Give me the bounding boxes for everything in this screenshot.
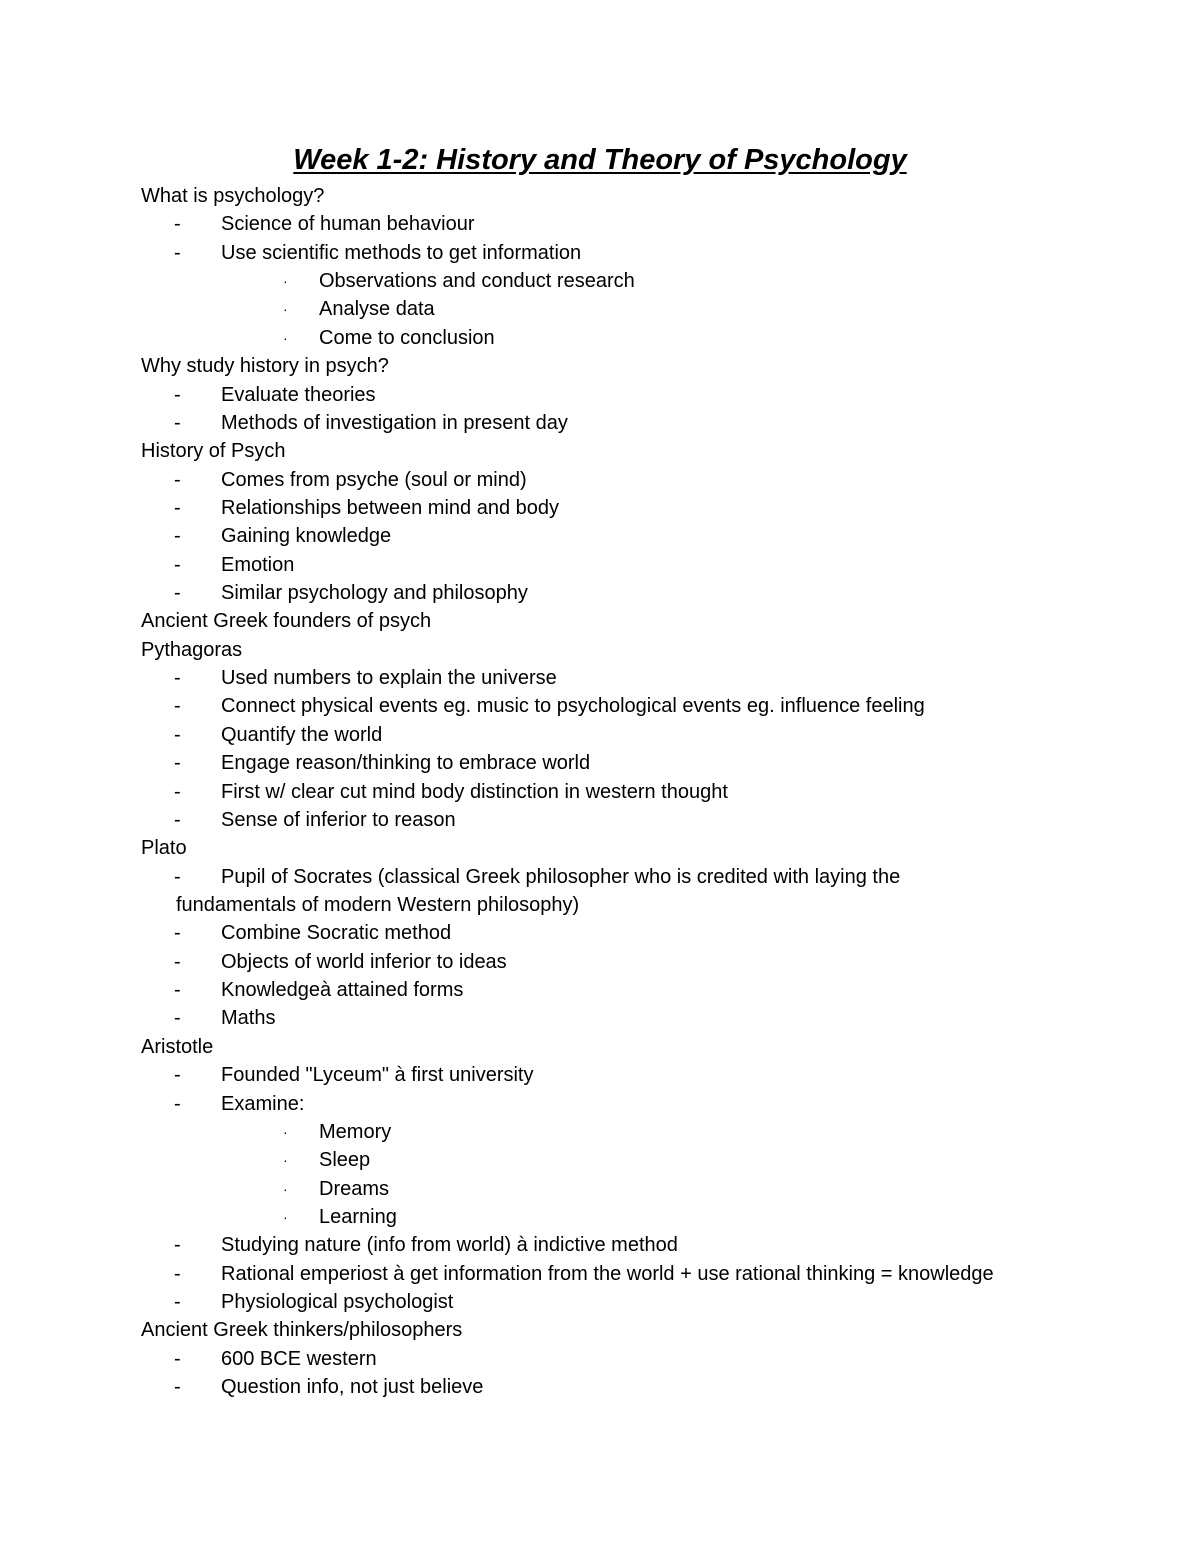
bullet-item: Relationships between mind and body [221,496,559,519]
dot-bullet: · [283,329,288,346]
bullet-item: Maths [221,1007,276,1030]
dot-bullet: · [283,1208,288,1225]
bullet-item: Physiological psychologist [221,1291,454,1314]
bullet-item: Quantify the world [221,723,383,746]
bullet-item: Examine: [221,1092,305,1115]
bullet-item: Methods of investigation in present day [221,411,568,434]
section-heading: Ancient Greek thinkers/philosophers [141,1319,463,1342]
dash-bullet: - [174,241,181,264]
dot-bullet: · [283,1152,288,1169]
section-heading: History of Psych [141,440,286,463]
bullet-item: Engage reason/thinking to embrace world [221,752,591,775]
section-heading: Ancient Greek founders of psych [141,610,432,633]
bullet-item-continuation: fundamentals of modern Western philosophy) [176,894,580,916]
bullet-item: Similar psychology and philosophy [221,582,528,605]
dash-bullet: - [174,922,181,945]
dash-bullet: - [174,1007,181,1030]
dot-bullet: · [283,301,288,318]
bullet-item: Comes from psyche (soul or mind) [221,468,527,491]
dash-bullet: - [174,1376,181,1399]
dash-bullet: - [174,780,181,803]
section-heading: Why study history in psych? [141,355,389,378]
dot-bullet: · [283,1180,288,1197]
bullet-item: Use scientific methods to get information [221,241,582,264]
bullet-item: Knowledgeà attained forms [221,979,464,1002]
bullet-item: Studying nature (info from world) à indictive method [221,1234,678,1257]
section-heading: Pythagoras [141,638,243,661]
document-title: Week 1-2: History and Theory of Psychology [293,144,907,176]
bullet-item: Used numbers to explain the universe [221,667,557,690]
dash-bullet: - [174,1092,181,1115]
dash-bullet: - [174,979,181,1002]
sub-bullet-item: Sleep [319,1149,371,1172]
sub-bullet-item: Observations and conduct research [319,270,635,293]
dash-bullet: - [174,723,181,746]
bullet-item: Question info, not just believe [221,1376,484,1399]
dash-bullet: - [174,411,181,434]
bullet-item: Emotion [221,553,295,576]
dash-bullet: - [174,582,181,605]
dash-bullet: - [174,213,181,236]
sub-bullet-item: Memory [319,1120,392,1143]
dash-bullet: - [174,667,181,690]
dash-bullet: - [174,525,181,548]
dash-bullet: - [174,496,181,519]
dash-bullet: - [174,950,181,973]
bullet-item: 600 BCE western [221,1347,377,1370]
sub-bullet-item: Analyse data [319,298,435,321]
section-heading: Aristotle [141,1035,214,1058]
bullet-item: Sense of inferior to reason [221,808,456,831]
bullet-item: Connect physical events eg. music to psychological events eg. influence feeling [221,695,925,718]
dot-bullet: · [283,273,288,290]
dot-bullet: · [283,1123,288,1140]
dash-bullet: - [174,1262,181,1285]
sub-bullet-item: Come to conclusion [319,326,495,349]
dash-bullet: - [174,1064,181,1087]
sub-bullet-item: Dreams [319,1177,390,1200]
dash-bullet: - [174,383,181,406]
bullet-item: Founded "Lyceum" à first university [221,1064,534,1087]
bullet-item: First w/ clear cut mind body distinction in western thought [221,780,728,803]
dash-bullet: - [174,468,181,491]
bullet-item: Rational emperiost à get information from the world + use rational thinking = knowledge [221,1262,994,1285]
bullet-item: Pupil of Socrates (classical Greek philosopher who is credited with laying the [221,865,901,888]
sub-bullet-item: Learning [319,1205,397,1228]
dash-bullet: - [174,1234,181,1257]
dash-bullet: - [174,553,181,576]
dash-bullet: - [174,752,181,775]
section-heading: What is psychology? [141,185,325,207]
bullet-item: Gaining knowledge [221,525,392,548]
dash-bullet: - [174,1291,181,1314]
dash-bullet: - [174,1347,181,1370]
section-heading: Plato [141,837,187,860]
bullet-item: Combine Socratic method [221,922,452,945]
dash-bullet: - [174,865,181,888]
bullet-item: Objects of world inferior to ideas [221,950,507,973]
bullet-item: Evaluate theories [221,383,376,406]
dash-bullet: - [174,808,181,831]
dash-bullet: - [174,695,181,718]
bullet-item: Science of human behaviour [221,213,475,236]
